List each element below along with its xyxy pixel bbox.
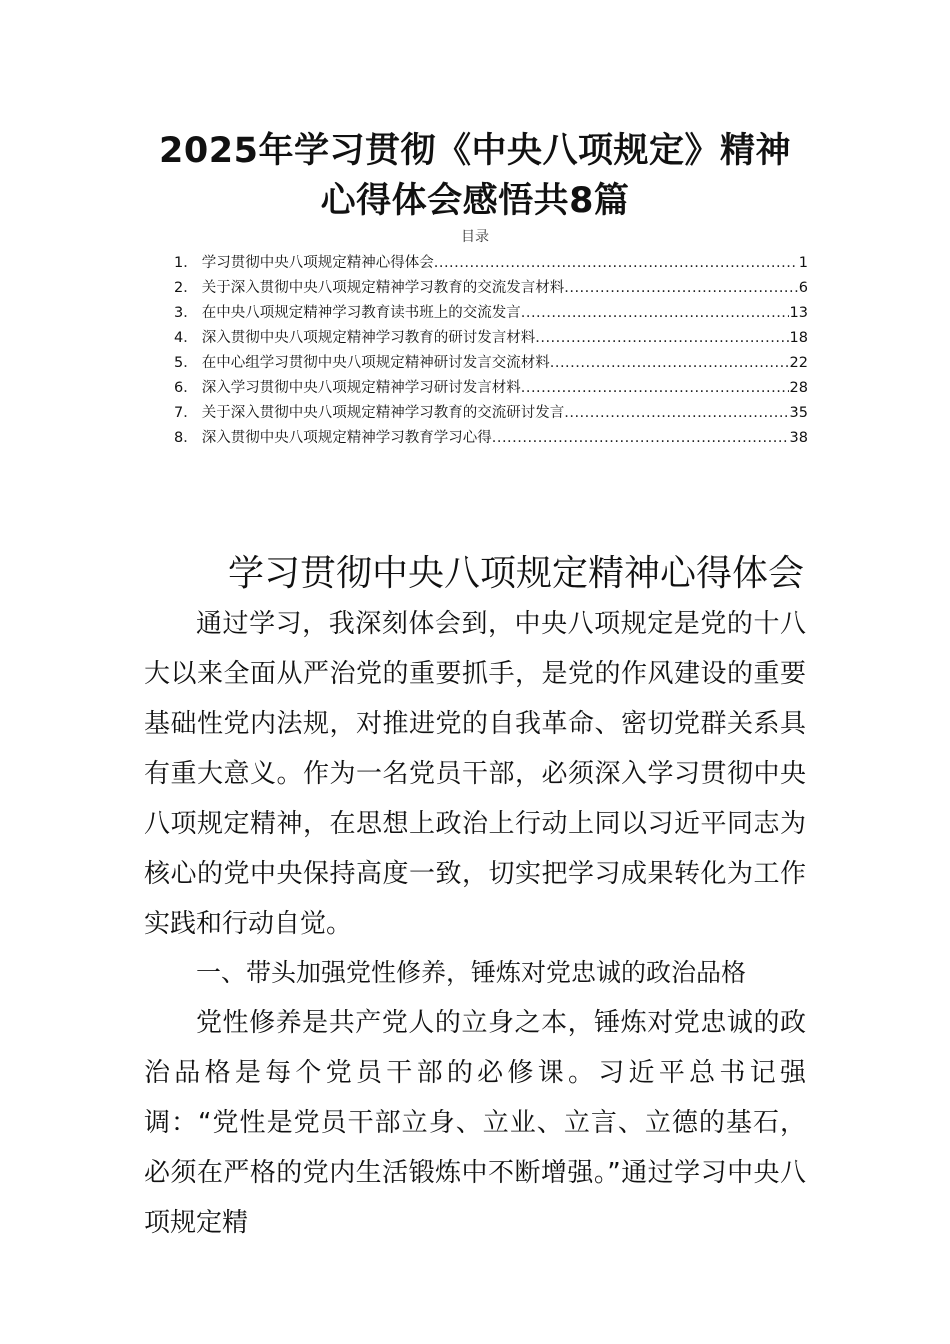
article-paragraph-2: 党性修养是共产党人的立身之本，锤炼对党忠诚的政治品格是每个党员干部的必修课。习近平总书记强调：“党性是党员干部立身、立业、立言、立德的基石，必须在严格的党内生活锻炼中不断增强。”通过学习中央八项规定精: [144, 1008, 806, 1238]
toc-item-1[interactable]: [174, 251, 808, 276]
toc-item-number: 3．: [174, 305, 198, 321]
toc-item-title: 在中央八项规定精神学习教育读书班上的交流发言: [201, 305, 521, 321]
toc-dot-leader: [564, 401, 788, 426]
toc-item-5[interactable]: [174, 351, 808, 376]
toc-item-page: 1: [798, 255, 808, 271]
toc-item-3[interactable]: [174, 301, 808, 326]
toc-item-page: 35: [789, 405, 808, 421]
table-of-contents: [174, 251, 808, 451]
toc-item-2[interactable]: [174, 276, 808, 301]
toc-item-4[interactable]: [174, 326, 808, 351]
toc-heading: 目录: [461, 229, 489, 245]
toc-item-number: 6．: [174, 380, 198, 396]
toc-dot-leader: [521, 376, 789, 401]
toc-item-title: 深入贯彻中央八项规定精神学习教育学习心得: [201, 430, 492, 446]
toc-dot-leader: [535, 326, 788, 351]
toc-item-page: 13: [789, 305, 808, 321]
toc-item-number: 5．: [174, 355, 198, 371]
toc-item-number: 4．: [174, 330, 198, 346]
toc-item-8[interactable]: [174, 426, 808, 451]
toc-dot-leader: [550, 351, 789, 376]
toc-item-page: 28: [789, 380, 808, 396]
toc-item-page: 18: [789, 330, 808, 346]
article-title: 学习贯彻中央八项规定精神心得体会: [228, 553, 805, 594]
toc-item-title: 关于深入贯彻中央八项规定精神学习教育的交流发言材料: [201, 280, 565, 296]
article-paragraph-1: 通过学习，我深刻体会到，中央八项规定是党的十八大以来全面从严治党的重要抓手，是党的作风建设的重要基础性党内法规，对推进党的自我革命、密切党群关系具有重大意义。作为一名党员干部，必须深入学习贯彻中央八项规定精神，在思想上政治上行动上同以习近平同志为核心的党中央保持高度一致，切实把学习成果转化为工作实践和行动自觉。: [144, 609, 806, 939]
article-subheading-1: 一、带头加强党性修养，锤炼对党忠诚的政治品格: [196, 958, 747, 987]
toc-item-page: 22: [789, 355, 808, 371]
document-title-line2: 心得体会感悟共8篇: [320, 181, 630, 221]
toc-dot-leader: [492, 426, 789, 451]
toc-dot-leader: [521, 301, 789, 326]
toc-item-title: 在中心组学习贯彻中央八项规定精神研讨发言交流材料: [201, 355, 550, 371]
toc-item-title: 关于深入贯彻中央八项规定精神学习教育的交流研讨发言: [201, 405, 565, 421]
toc-dot-leader: [434, 251, 798, 276]
document-title-line1: 2025年学习贯彻《中央八项规定》精神: [159, 131, 791, 171]
toc-item-number: 1．: [174, 255, 198, 271]
toc-item-title: 学习贯彻中央八项规定精神心得体会: [201, 255, 434, 271]
toc-item-number: 2．: [174, 280, 198, 296]
toc-item-page: 6: [798, 280, 808, 296]
toc-item-7[interactable]: [174, 401, 808, 426]
toc-item-title: 深入贯彻中央八项规定精神学习教育的研讨发言材料: [201, 330, 536, 346]
toc-item-number: 7．: [174, 405, 198, 421]
toc-item-number: 8．: [174, 430, 198, 446]
toc-dot-leader: [564, 276, 798, 301]
toc-item-page: 38: [789, 430, 808, 446]
toc-item-6[interactable]: [174, 376, 808, 401]
toc-item-title: 深入学习贯彻中央八项规定精神学习研讨发言材料: [201, 380, 521, 396]
